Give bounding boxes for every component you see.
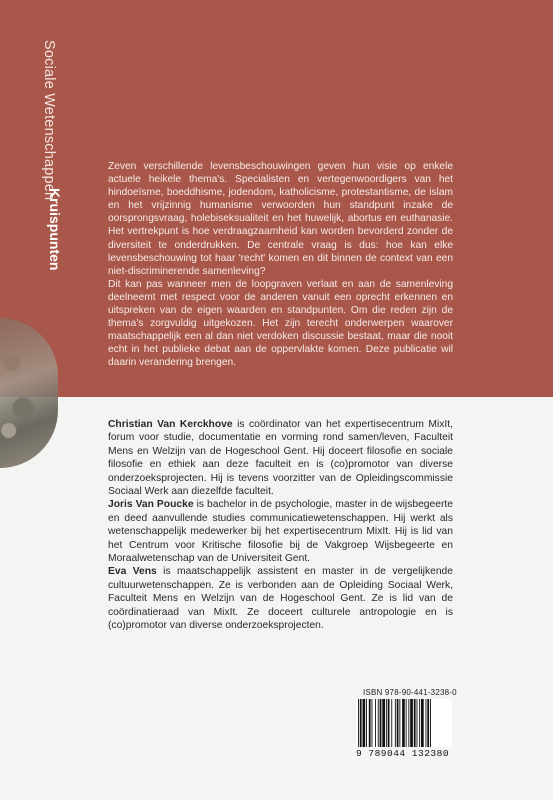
author-bio-text: is bachelor in de psychologie, master in de wijsbegeerte en deed aanvullende studies communicatiewetenschappen. Hij werkt als wetenschappelijk medewerker bij het expertisecentrum MixIt. Hij is lid van het Centrum voor Kritische filosofie bij de Vakgroep Wijsbegeerte en Moraalwetenschap van de Universiteit Gent. <box>108 499 454 565</box>
barcode-digits: 9 789044 132380 <box>356 748 450 759</box>
author-bios <box>108 418 453 633</box>
series-label <box>35 40 65 300</box>
author-bio-text: is maatschappelijk assistent en master in de vergelijkende cultuurwetenschappen. Ze is verbonden aan de Opleiding Sociaal Werk, Faculteit Mens en Welzijn van de Hogeschool Gent. Ze is lid van de coördinatieraad van MixIt. Ze doceert culturele antropologie en is (co)promotor van diverse onderzoeksprojecten. <box>108 566 453 632</box>
blurb-paragraph: Dit kan pas wanneer men de loopgraven verlaat en aan de samenleving deelneemt met respect voor de anderen vanuit een oprecht erkennen en uitspreken van de eigen waarden en standpunten. Om die reden zijn de thema's zorgvuldig uitgekozen. Het zijn terecht onderwerpen waarover maatschappelijk een al dan niet verdoken discussie bestaat, maar die nooit echt in het publieke debat aan de oppervlakte komen. Deze publicatie wil daarin verandering brengen. <box>108 278 453 369</box>
author-name: Joris Van Poucke <box>108 499 194 511</box>
author-bio <box>108 418 453 498</box>
blurb-text <box>108 160 453 370</box>
author-bio-text: is coördinator van het expertisecentrum MixIt, forum voor studie, documentatie en vorming rond samen/leven, Faculteit Mens en Welzijn van de Hogeschool Gent. Hij doceert filosofie en sociale filosofie en ethiek aan deze faculteit en is (co)promotor van diverse onderzoeksprojecten. Hij is tevens voorzitter van de Opleidingscommissie Sociaal Werk aan diezelfde faculteit. <box>108 419 453 498</box>
author-name: Eva Vens <box>108 566 157 578</box>
series-title: Sociale Wetenschappen <box>41 40 57 201</box>
author-bio <box>108 498 453 565</box>
author-bio <box>108 565 453 632</box>
barcode <box>356 699 452 747</box>
series-subtitle: Kruispunten <box>47 188 63 271</box>
author-name: Christian Van Kerckhove <box>108 419 233 430</box>
isbn-label: ISBN 978-90-441-3238-0 <box>363 688 457 697</box>
blurb-paragraph: Zeven verschillende levensbeschouwingen geven hun visie op enkele actuele heikele thema's. Specialisten en vertegenwoordigers van het hindoeïsme, boeddhisme, jodendom, katholicisme, protestantisme, de islam en het vrijzinnig humanisme verwoorden hun standpunt inzake de oorsprongsvraag, holebiseksualiteit en het huwelijk, abortus en euthanasie. Het vertrekpunt is hoe verdraagzaamheid kan worden bevorderd zonder de diversiteit te onderdrukken. De centrale vraag is dus: hoe kan elke levensbeschouwing tot haar 'recht' komen en dit binnen de context van een niet-discriminerende samenleving? <box>108 161 453 277</box>
